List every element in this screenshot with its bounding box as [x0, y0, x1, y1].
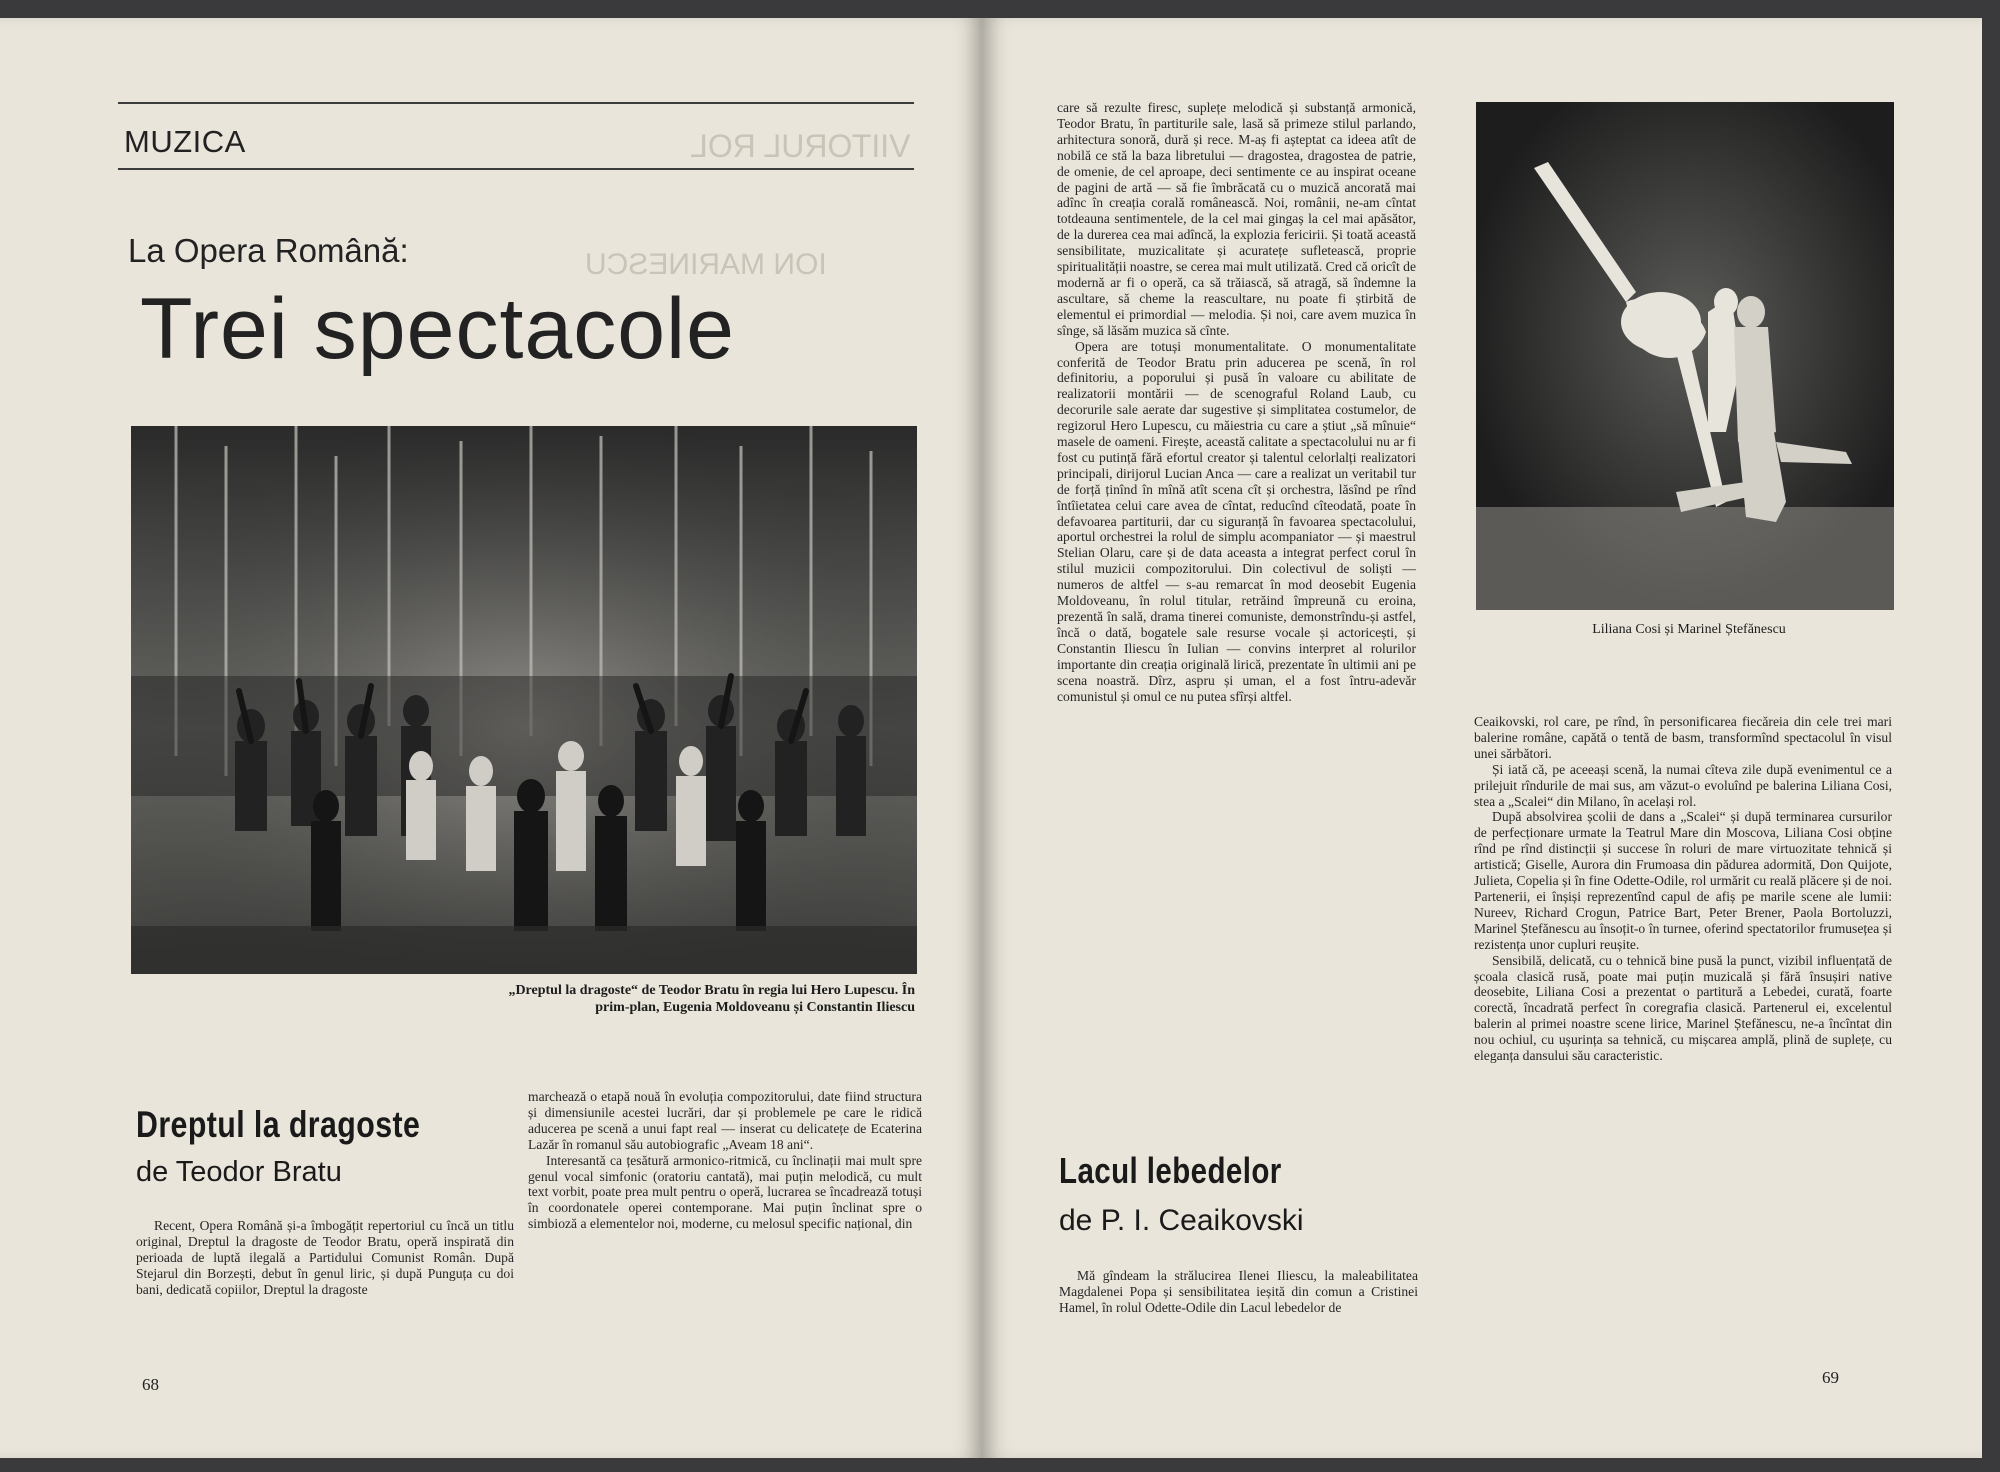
article-byline-ceaikovski: de P. I. Ceaikovski [1059, 1204, 1304, 1237]
top-rule [118, 102, 914, 104]
page-number-left: 68 [142, 1375, 159, 1394]
left-page [0, 18, 982, 1458]
right-column-2 [1474, 714, 1892, 1064]
bleed-through-text: VIITORUL ROL [690, 128, 911, 164]
right-page [982, 18, 1982, 1458]
bleed-through-name: ION MARINESCU [585, 248, 827, 281]
left-column-1 [136, 1218, 514, 1298]
paragraph: Recent, Opera Română și-a îmbogățit repertoriul cu încă un titlu original, Dreptul la dragoste de Teodor Bratu, operă inspirată din perioada de luptă ilegală a Partidului Comunist Român. După Stejarul din Borzești, debut în genul liric, și după Punguța cu doi bani, dedicată copiilor, Dreptul la dragoste [136, 1218, 514, 1297]
page-number-right: 69 [1822, 1368, 1839, 1387]
ballet-photo-graphic [1476, 102, 1894, 610]
ballet-photo [1476, 102, 1894, 610]
paragraph: care să rezulte firesc, suplețe melodică și substanță armonică, Teodor Bratu, în partiturile sale, lasă să primeze stilul parlando, arhitectura sonoră, dură și rece. M-aș fi așteptat ca ideea atît de nobilă ce stă la baza libretului — dragostea, dragostea de patrie, de omenie, de cel aproape, deci sentimente ce au inspirat oceane de pagini de artă — să fie îmbrăcată cu o muzică ancorată mai adînc în creația corală românească. Noi, românii, ne-am cîntat totdeauna sentimentele, de la cel mai gingaș la cel mai apăsător, de la durerea cea mai adîncă, la explozia fericirii. Și toată această sensibilitate, muzicalitate și acuratețe sufletească, proprie spiritualității noastre, se cerea mai mult utilizată. Cred că oricît de modernă ar fi o operă, ca să trăiască, să atragă, să îndemne la ascultare, să cheme la reascultare, nu poate fi știrbită de elementul ei primordial — melodia. Și noi, care avem muzica în sînge, să lăsăm muzica să cînte. [1057, 100, 1416, 338]
kicker: La Opera Română: [128, 232, 409, 269]
section-label: MUZICA [124, 124, 246, 159]
paragraph: După absolvirea școlii de dans a „Scalei“ și după terminarea cursurilor de perfecționare urmate la Teatrul Mare din Moscova, Liliana Cosi obține rînd pe rînd distincții și succese în roluri de mare virtuozitate tehnică și artistică; Giselle, Aurora din Frumoasa din pădurea adormită, Don Quijote, Julieta, Copelia și în fine Odette-Odile, rol urmărit cu reală plăcere și de noi. Partenerii, ei înșiși reprezentînd capul de afiș pe marile scene ale lumii: Nureev, Richard Crogun, Patrice Bart, Peter Brener, Paola Bortoluzzi, Marinel Ștefănescu au însoțit-o în turnee, oferind spectatorilor frumusețea și rezistența unor cupluri reușite. [1474, 809, 1892, 952]
paragraph: Mă gîndeam la strălucirea Ilenei Iliescu, la maleabilitatea Magdalenei Popa și sensibilitatea ieșită din comun a Cristinei Hamel, în rolul Odette-Odile din Lacul lebedelor de [1059, 1268, 1418, 1315]
left-column-2 [528, 1089, 922, 1232]
right-column-1 [1057, 100, 1416, 704]
article-title-dreptul: Dreptul la dragoste [136, 1104, 421, 1145]
paragraph: Sensibilă, delicată, cu o tehnică bine pusă la punct, vizibil influențată de școala clasică rusă, poate mai puțin muzicală și fără însușiri native deosebite, Liliana Cosi a prezentat o partitură a Lebedei, curată, foarte corectă, încadrată perfect în coregrafia clasică. Partenerul ei, excelentul balerin al primei noastre scene lirice, Marinel Ștefănescu, ne-a încîntat din nou ochiul, cu ușurința sa tehnică, cu mișcarea amplă, plină de suplețe, cu eleganța dansului său caracteristic. [1474, 952, 1892, 1064]
opera-photo-caption: „Dreptul la dragoste“ de Teodor Bratu în regia lui Hero Lupescu. În prim-plan, Eugenia Moldoveanu și Constantin Iliescu [508, 983, 915, 1015]
headline: Trei spectacole [140, 281, 735, 377]
opera-stage-photo [131, 426, 917, 974]
paragraph: Ceaikovski, rol care, pe rînd, în personificarea fiecăreia din cele trei mari balerine române, capătă o tentă de basm, transformînd spectacolul în visul unei sărbători. [1474, 714, 1892, 761]
paragraph: Interesantă ca țesătură armonico-ritmică, cu înclinații mai mult spre genul vocal simfonic (oratoriu cantată), mai puțin melodică, cu mult text vorbit, poate prea mult pentru o operă, lucrarea se încadrează totuși în coordonatele operei contemporane. Mai puțin înclinat spre o simbioză a elementelor noi, moderne, cu melosul specific național, din [528, 1152, 922, 1232]
right-column-1-continued [1059, 1268, 1418, 1316]
article-byline-bratu: de Teodor Bratu [136, 1156, 342, 1188]
opera-photo-graphic [131, 426, 917, 974]
paragraph: Opera are totuși monumentalitate. O monumentalitate conferită de Teodor Bratu prin aducerea pe scenă, în rol definitoriu, a poporului și pusă în valoare cu abilitate de realizatorii montării — de scenograful Roland Laub, cu decorurile sale aerate dar sugestive și simplitatea costumelor, de regizorul Hero Lupescu, cu măiestria cu care a știut „să mînuie“ masele de oameni. Firește, această calitate a spectacolului nu ar fi fost cu putință fără efortul creator și talentul celorlalți realizatori principali, dirijorul Lucian Anca — care a realizat un veritabil tur de forță ținînd în mînă atît scena cît și orchestra, lăsînd pe rînd întîietatea celui care avea de cîntat, reducînd cîteodată, poate în defavoarea partiturii, dar cu siguranță în favoarea spectacolului, aportul orchestrei la rolul de simplu acompaniator — și maestrul Stelian Olaru, care și de data aceasta a integrat perfect corul în stilul muzicii compozitorului. Din colectivul de soliști — numeros de altfel — s-au remarcat în mod deosebit Eugenia Moldoveanu, în rolul titular, retrăind împreună cu eroina, prezentă în sală, drama tinerei comuniste, demonstrîndu-și astfel, încă o dată, bogatele sale resurse vocale și actoricești, și Constantin Iliescu în Iulian — convins interpret al rolurilor importante din creația originală lirică, prezentate în ultimii ani pe scena noastră. Dîrz, aspru și uman, el a fost întru-adevăr comunistul și omul ce nu putea sfîrși altfel. [1057, 338, 1416, 704]
ballet-photo-caption: Liliana Cosi și Marinel Ștefănescu [1592, 622, 1786, 637]
paragraph: marchează o etapă nouă în evoluția compozitorului, date fiind structura și dimensiunile acestei lucrări, dar și problemele pe care le ridică aducerea pe scenă a unui fapt real — inserat cu delicatețe de Ecaterina Lazăr în romanul său autobiografic „Aveam 18 ani“. [528, 1089, 922, 1152]
section-rule [118, 168, 914, 170]
article-title-lacul: Lacul lebedelor [1059, 1150, 1282, 1191]
paragraph: Și iată că, pe aceeași scenă, la numai cîteva zile după evenimentul ce a prilejuit rîndurile de mai sus, am văzut-o evoluînd pe balerina Liliana Cosi, stea a „Scalei“ din Milano, în același rol. [1474, 761, 1892, 809]
